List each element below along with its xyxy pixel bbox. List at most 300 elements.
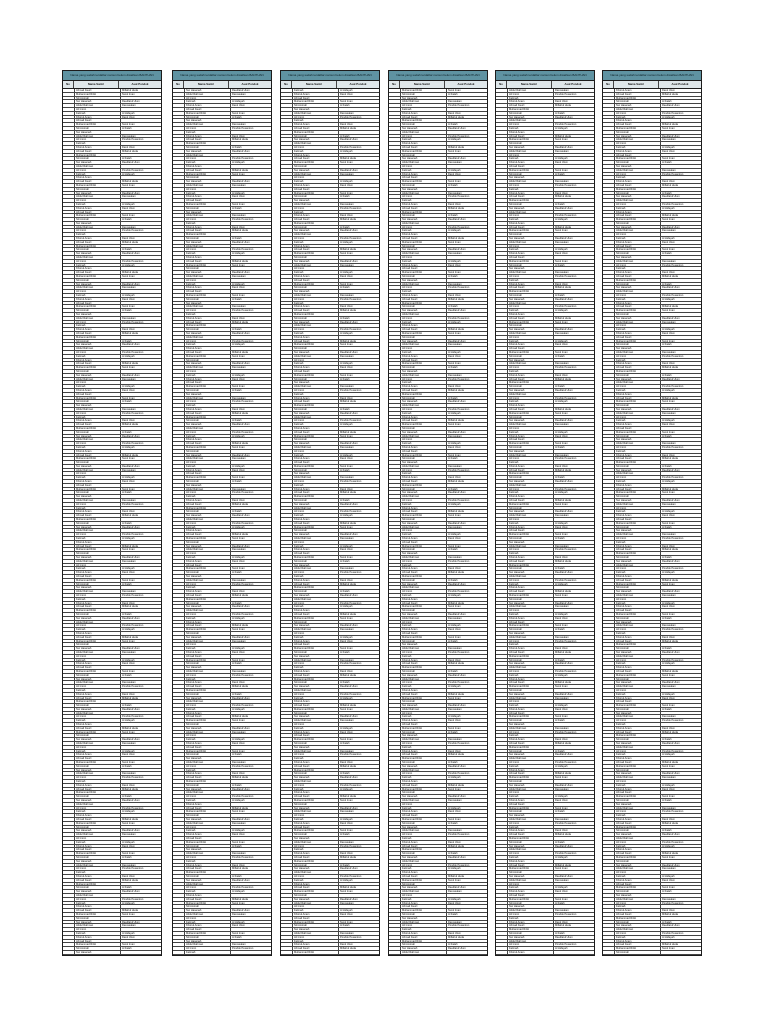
row-origin: Nurul Iman <box>340 525 353 529</box>
row-number <box>63 772 75 775</box>
row-number <box>63 237 75 240</box>
row-name: Ahmad Fauzi <box>293 491 339 494</box>
row-number <box>496 127 508 130</box>
row-origin: Al Hidayah <box>340 696 353 700</box>
row-origin: Al Hidayah <box>122 111 135 115</box>
row-origin: Miftahul Huda <box>122 149 139 153</box>
row-number <box>63 146 75 149</box>
row-name: Khoirul Anam <box>293 488 339 491</box>
row-origin <box>121 472 161 475</box>
row-name: Ahmad Fauzi <box>508 104 554 107</box>
row-number <box>281 305 293 308</box>
row-name: Fatimah <box>185 921 231 924</box>
row-name: Khoirul Anam <box>508 465 554 468</box>
row-origin <box>447 757 487 760</box>
row-name: Nur Hasanah <box>293 351 339 354</box>
row-origin: Darul Ulum <box>340 669 353 673</box>
row-number <box>496 366 508 369</box>
row-origin <box>661 119 701 122</box>
row-origin <box>121 575 161 578</box>
row-name: Siti Aminah <box>293 590 339 593</box>
row-name: Muhammad Rizki <box>615 188 661 191</box>
row-number <box>63 108 75 111</box>
row-origin: Nurul Iman <box>448 332 461 335</box>
row-number <box>281 822 293 825</box>
row-name: Siti Aminah <box>293 408 339 411</box>
row-origin <box>554 279 594 282</box>
row-origin <box>661 336 701 339</box>
row-number <box>496 173 508 176</box>
row-origin <box>121 552 161 555</box>
row-number <box>389 936 401 939</box>
row-number <box>389 522 401 525</box>
row-number <box>603 400 615 403</box>
row-origin: Al Hidayah <box>448 320 461 324</box>
row-name: Abdul Rahman <box>508 727 554 730</box>
row-origin: Raudlatul Ulum <box>555 692 573 696</box>
row-number <box>389 275 401 278</box>
row-number <box>281 507 293 510</box>
row-origin: Al Falah <box>122 400 132 404</box>
row-origin <box>339 165 379 168</box>
row-name: Muhammad Rizki <box>75 154 121 157</box>
row-number <box>389 195 401 198</box>
row-number <box>496 195 508 198</box>
row-number <box>603 89 615 92</box>
row-name: Fatimah <box>401 776 447 779</box>
row-name: Abdul Rahman <box>185 457 231 460</box>
row-origin: Darul Ulum <box>122 874 135 878</box>
row-origin: Raudlatul Ulum <box>448 430 466 434</box>
row-origin: Nurul Iman <box>555 259 568 263</box>
row-origin <box>447 393 487 396</box>
row-name: Abdul Rahman <box>185 123 231 126</box>
row-name: Muhammad Rizki <box>508 229 554 232</box>
row-number <box>173 93 185 96</box>
row-number <box>63 138 75 141</box>
row-origin: Raudlatul Ulum <box>662 225 680 229</box>
row-name: Khoirul Anam <box>615 302 661 305</box>
table-header <box>281 81 379 89</box>
row-origin: Nurul Iman <box>232 840 245 844</box>
row-name: Khoirul Anam <box>75 146 121 149</box>
row-number <box>281 697 293 700</box>
row-number <box>496 545 508 548</box>
row-name: Ali Imron <box>401 469 447 472</box>
row-origin: Al Falah <box>555 840 565 844</box>
row-name: Muhammad Rizki <box>185 233 231 236</box>
row-origin: Al Hidayah <box>555 339 568 343</box>
row-name: Ahmad Fauzi <box>293 188 339 191</box>
row-number <box>496 780 508 783</box>
row-origin <box>447 529 487 532</box>
row-number <box>603 271 615 274</box>
row-name: Muhammad Rizki <box>401 909 447 912</box>
row-number <box>281 431 293 434</box>
row-origin: Darul Ulum <box>232 833 245 836</box>
row-name: Fatimah <box>75 537 121 540</box>
column-title: Nama yang sudah terdaftar namun belum dicairkan BANTUAN <box>496 71 594 81</box>
row-number <box>389 697 401 700</box>
row-origin <box>447 165 487 168</box>
row-name: Abdul Rahman <box>401 374 447 377</box>
row-origin: Al Hidayah <box>232 707 245 711</box>
row-origin: Raudlatul Ulum <box>232 423 250 426</box>
row-name: Ali Imron <box>185 947 231 950</box>
row-origin <box>554 860 594 863</box>
row-origin: Darussalam <box>122 650 136 654</box>
row-origin: Darussalam <box>232 487 246 491</box>
row-number <box>603 378 615 381</box>
row-number <box>281 499 293 502</box>
row-name: Khoirul Anam <box>293 700 339 703</box>
row-origin <box>447 700 487 703</box>
row-name: Fatimah <box>293 89 339 92</box>
row-number <box>281 176 293 179</box>
row-name: Fatimah <box>508 218 554 221</box>
row-origin: Nurul Iman <box>448 818 461 821</box>
row-origin: Darussalam <box>555 878 569 882</box>
row-number <box>63 340 75 343</box>
row-number <box>389 241 401 244</box>
row-name: Abdul Rahman <box>293 112 339 115</box>
row-origin: Miftahul Huda <box>232 867 249 871</box>
row-number <box>173 218 185 221</box>
row-number <box>63 412 75 415</box>
row-number <box>496 188 508 191</box>
row-name: Fatimah <box>185 343 231 346</box>
row-number <box>389 613 401 616</box>
row-origin: Darussalam <box>122 924 136 928</box>
row-name: Siti Aminah <box>508 598 554 601</box>
row-origin <box>554 302 594 305</box>
row-number <box>281 313 293 316</box>
row-number <box>173 841 185 844</box>
row-name: Khoirul Anam <box>293 427 339 430</box>
row-origin <box>121 894 161 897</box>
row-name: Muhammad Rizki <box>401 848 447 851</box>
row-number <box>63 427 75 430</box>
row-number <box>281 738 293 741</box>
row-number <box>603 161 615 164</box>
row-origin: Al Hidayah <box>448 593 461 597</box>
row-name: Fatimah <box>185 556 231 559</box>
row-number <box>281 207 293 210</box>
row-origin: Pondok Pesantren <box>448 316 470 320</box>
row-name: Ahmad Fauzi <box>75 940 121 943</box>
row-name: Ahmad Fauzi <box>293 97 339 100</box>
row-name: Ali Imron <box>508 488 554 491</box>
row-origin <box>554 712 594 715</box>
row-number <box>603 457 615 460</box>
row-name: Fatimah <box>293 940 339 943</box>
row-origin: Al Falah <box>555 810 565 814</box>
row-name: Siti Aminah <box>185 389 231 392</box>
row-number <box>63 332 75 335</box>
row-origin <box>121 848 161 851</box>
row-number <box>173 708 185 711</box>
row-origin <box>231 757 271 760</box>
column-title: Nama yang sudah terdaftar namun belum dicairkan BANTUAN <box>603 71 701 81</box>
row-name: Abdul Rahman <box>185 822 231 825</box>
row-number <box>281 769 293 772</box>
row-name: Siti Aminah <box>75 826 121 829</box>
row-name: Siti Aminah <box>401 761 447 764</box>
row-number <box>496 400 508 403</box>
row-origin: Darussalam <box>555 726 569 730</box>
row-origin <box>447 894 487 897</box>
row-number <box>281 628 293 631</box>
row-origin: Darul Ulum <box>122 783 135 787</box>
row-origin: Darul Ulum <box>340 821 353 825</box>
row-number <box>173 932 185 935</box>
row-number <box>496 772 508 775</box>
row-origin <box>231 541 271 544</box>
row-number <box>281 165 293 168</box>
row-number <box>496 583 508 586</box>
row-name: Ali Imron <box>508 427 554 430</box>
row-name: Siti Aminah <box>75 218 121 221</box>
row-name: Ali Imron <box>508 214 554 217</box>
row-number <box>281 902 293 905</box>
row-name: Abdul Rahman <box>615 260 661 263</box>
row-origin <box>447 905 487 908</box>
row-number <box>63 731 75 734</box>
row-name: Khoirul Anam <box>75 450 121 453</box>
row-origin: Miftahul Huda <box>555 377 572 381</box>
row-number <box>496 340 508 343</box>
row-number <box>389 947 401 950</box>
row-number <box>63 791 75 794</box>
row-number <box>389 108 401 111</box>
row-number <box>63 469 75 472</box>
row-name: Ahmad Fauzi <box>293 704 339 707</box>
row-origin: Miftahul Huda <box>555 104 572 107</box>
row-name: Siti Aminah <box>75 856 121 859</box>
row-origin: Al Hidayah <box>448 350 461 354</box>
row-origin: Darul Ulum <box>122 692 135 696</box>
row-origin: Pondok Pesantren <box>340 328 362 331</box>
row-name: Abdul Rahman <box>508 757 554 760</box>
row-origin <box>121 233 161 236</box>
row-origin: Pondok Pesantren <box>340 297 362 301</box>
row-name: Fatimah <box>185 799 231 802</box>
row-number <box>496 715 508 718</box>
row-origin <box>121 359 161 362</box>
row-name: Ali Imron <box>615 385 661 388</box>
row-origin: Raudlatul Ulum <box>340 229 358 233</box>
row-number <box>63 776 75 779</box>
row-number <box>281 905 293 908</box>
row-name: Fatimah <box>508 400 554 403</box>
row-origin: Al Hidayah <box>232 434 245 438</box>
row-origin <box>554 211 594 214</box>
row-name: Fatimah <box>401 138 447 141</box>
row-name: Muhammad Rizki <box>508 472 554 475</box>
row-name: Khoirul Anam <box>185 772 231 775</box>
row-origin <box>121 757 161 760</box>
row-name: Ahmad Fauzi <box>293 400 339 403</box>
row-origin <box>447 723 487 726</box>
row-name: Abdul Rahman <box>75 681 121 684</box>
row-number <box>63 317 75 320</box>
row-number <box>281 93 293 96</box>
row-number <box>603 226 615 229</box>
row-origin <box>339 347 379 350</box>
row-number <box>173 146 185 149</box>
row-origin <box>447 450 487 453</box>
row-origin <box>121 871 161 874</box>
row-number <box>63 514 75 517</box>
row-name: Ali Imron <box>401 681 447 684</box>
row-number <box>389 271 401 274</box>
row-number <box>496 404 508 407</box>
row-name: Fatimah <box>185 252 231 255</box>
row-name: Khoirul Anam <box>401 173 447 176</box>
row-origin: Darul Ulum <box>340 305 353 309</box>
row-name: Ali Imron <box>508 518 554 521</box>
row-name: Muhammad Rizki <box>185 567 231 570</box>
row-number <box>281 359 293 362</box>
row-name: Abdul Rahman <box>615 290 661 293</box>
table-header <box>173 81 271 89</box>
row-name: Siti Aminah <box>508 810 554 813</box>
row-number <box>173 640 185 643</box>
row-origin <box>447 142 487 145</box>
row-number <box>281 389 293 392</box>
row-name: Ali Imron <box>75 594 121 597</box>
row-origin <box>231 416 271 419</box>
row-name: Ali Imron <box>508 457 554 460</box>
row-name: Ahmad Fauzi <box>401 662 447 665</box>
row-number <box>173 317 185 320</box>
row-origin: Al Falah <box>340 316 350 320</box>
row-name: Khoirul Anam <box>75 419 121 422</box>
row-number <box>389 715 401 718</box>
row-origin: Darul Ulum <box>448 202 461 206</box>
row-number <box>496 951 508 954</box>
row-name: Muhammad Rizki <box>185 598 231 601</box>
row-number <box>63 450 75 453</box>
row-name: Ali Imron <box>293 875 339 878</box>
row-origin <box>121 586 161 589</box>
row-origin: Miftahul Huda <box>448 297 465 301</box>
row-origin: Raudlatul Ulum <box>448 248 466 252</box>
row-origin: Nurul Iman <box>340 799 353 802</box>
row-origin: Darul Ulum <box>555 464 568 468</box>
row-name: Fatimah <box>508 674 554 677</box>
row-name: Fatimah <box>293 332 339 335</box>
row-origin: Darussalam <box>555 362 569 366</box>
row-number <box>281 522 293 525</box>
row-name: Khoirul Anam <box>185 317 231 320</box>
row-number <box>389 142 401 145</box>
row-number <box>281 332 293 335</box>
row-number <box>173 359 185 362</box>
row-number <box>281 510 293 513</box>
row-origin: Darussalam <box>555 818 569 821</box>
row-name: Khoirul Anam <box>401 810 447 813</box>
row-name: Ali Imron <box>615 142 661 145</box>
row-origin <box>121 211 161 214</box>
row-origin <box>554 552 594 555</box>
row-origin <box>661 199 701 202</box>
row-origin <box>121 370 161 373</box>
row-number <box>496 731 508 734</box>
row-number <box>173 921 185 924</box>
row-origin: Darussalam <box>232 639 246 643</box>
row-number <box>63 594 75 597</box>
row-origin <box>339 336 379 339</box>
row-origin <box>554 290 594 293</box>
row-name: Ahmad Fauzi <box>185 624 231 627</box>
row-name: Ali Imron <box>293 510 339 513</box>
row-name: Fatimah <box>75 719 121 722</box>
row-origin: Darussalam <box>662 168 676 172</box>
row-number <box>389 765 401 768</box>
row-name: Nur Hasanah <box>185 545 231 548</box>
row-name: Nur Hasanah <box>185 119 231 122</box>
row-number <box>603 214 615 217</box>
row-origin: Pondok Pesantren <box>448 863 470 867</box>
row-name: Muhammad Rizki <box>401 879 447 882</box>
row-origin: Al Falah <box>232 874 242 878</box>
row-origin: Nurul Iman <box>448 514 461 518</box>
row-number <box>281 791 293 794</box>
row-name: Khoirul Anam <box>185 894 231 897</box>
row-number <box>281 142 293 145</box>
row-origin: Darussalam <box>122 499 136 502</box>
row-origin: Al Falah <box>555 385 565 388</box>
row-origin: Raudlatul Ulum <box>122 252 140 256</box>
row-name: Siti Aminah <box>615 343 661 346</box>
row-name: Fatimah <box>75 233 121 236</box>
row-name: Nur Hasanah <box>401 886 447 889</box>
row-number <box>603 317 615 320</box>
row-name: Ahmad Fauzi <box>508 529 554 532</box>
row-name: Ali Imron <box>75 533 121 536</box>
row-name: Nur Hasanah <box>508 419 554 422</box>
row-name: Muhammad Rizki <box>615 248 661 251</box>
row-number <box>63 700 75 703</box>
row-origin <box>447 302 487 305</box>
row-number <box>173 769 185 772</box>
row-number <box>173 438 185 441</box>
row-number <box>63 598 75 601</box>
row-name: Ahmad Fauzi <box>615 123 661 126</box>
row-name: Ahmad Fauzi <box>75 666 121 669</box>
row-origin <box>554 233 594 236</box>
row-name: Nur Hasanah <box>293 442 339 445</box>
row-name: Muhammad Rizki <box>185 476 231 479</box>
row-origin: Pondok Pesantren <box>662 385 684 388</box>
row-number <box>173 674 185 677</box>
row-number <box>389 734 401 737</box>
row-number <box>281 829 293 832</box>
row-number <box>63 476 75 479</box>
row-number <box>389 564 401 567</box>
row-name: Khoirul Anam <box>615 454 661 457</box>
row-name: Ahmad Fauzi <box>508 681 554 684</box>
row-origin: Darul Ulum <box>122 297 135 301</box>
row-number <box>173 898 185 901</box>
row-name: Khoirul Anam <box>75 541 121 544</box>
row-origin: Raudlatul Ulum <box>232 362 250 366</box>
row-origin <box>339 97 379 100</box>
row-number <box>389 533 401 536</box>
row-name: Ahmad Fauzi <box>401 632 447 635</box>
row-origin <box>339 609 379 612</box>
